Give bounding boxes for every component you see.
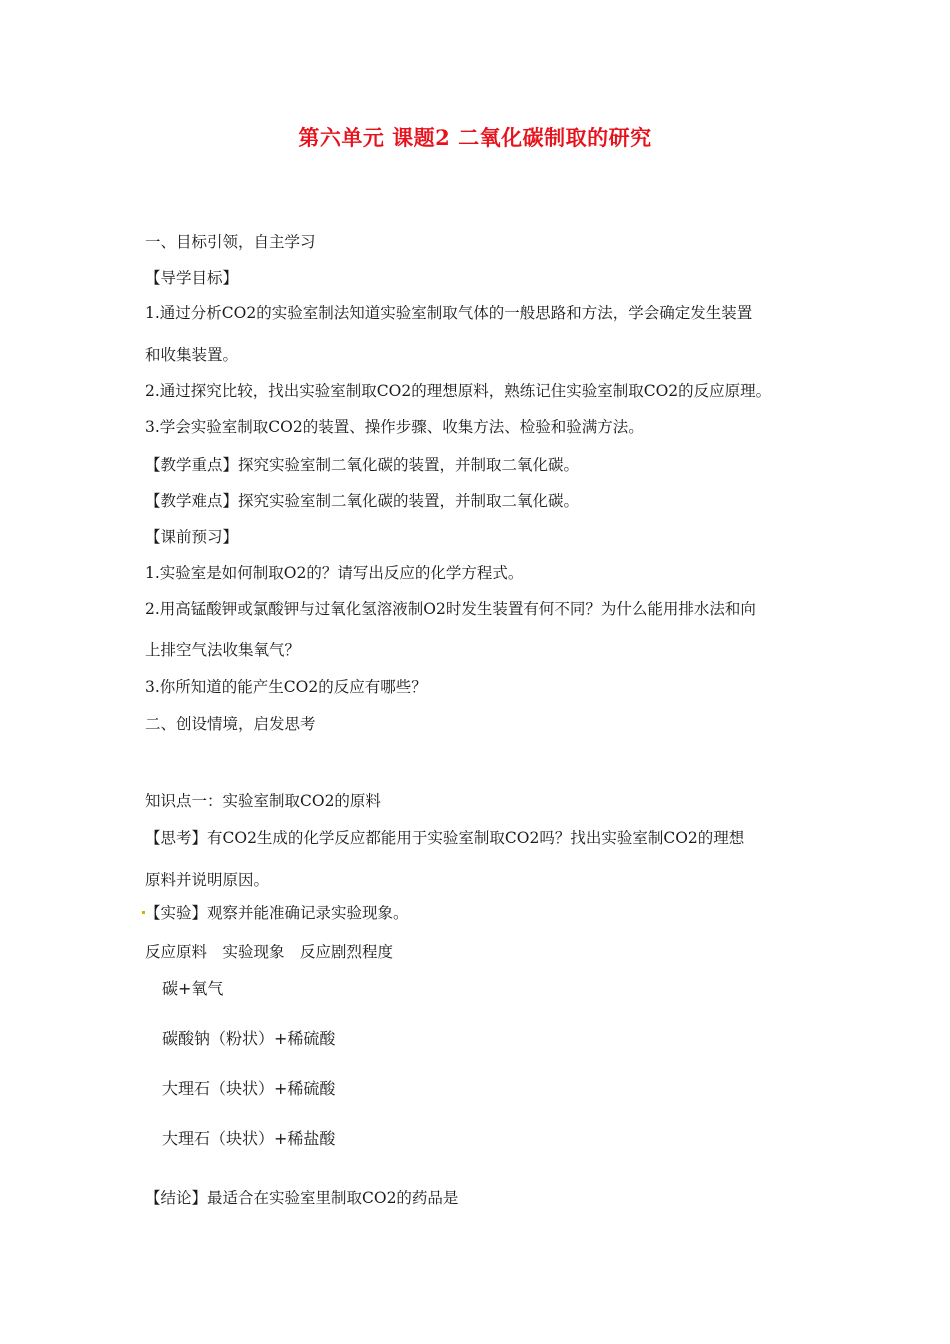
document-title: 第六单元 课题2 二氧化碳制取的研究	[298, 125, 652, 150]
knowledge-point-1: 知识点一：实验室制取CO2的原料	[145, 792, 381, 810]
preview-question-1: 1.实验室是如何制取O2的？请写出反应的化学方程式。	[145, 564, 524, 582]
conclusion-line: 【结论】最适合在实验室里制取CO2的药品是	[145, 1189, 459, 1207]
teaching-focus: 【教学重点】探究实验室制二氧化碳的装置，并制取二氧化碳。	[145, 456, 580, 474]
think-line-2: 原料并说明原因。	[145, 871, 270, 889]
section-heading-1: 一、目标引领，自主学习	[145, 233, 316, 251]
goal-1-line-2: 和收集装置。	[145, 346, 239, 364]
preview-heading: 【课前预习】	[145, 528, 239, 546]
material-row-3: 大理石（块状）+稀硫酸	[162, 1079, 336, 1098]
goal-2: 2.通过探究比较，找出实验室制取CO2的理想原料，熟练记住实验室制取CO2的反应原理。	[145, 382, 772, 400]
experiment-table-header: 反应原料 实验现象 反应剧烈程度	[145, 943, 394, 961]
think-line-1: 【思考】有CO2生成的化学反应都能用于实验室制取CO2吗？找出实验室制CO2的理想	[145, 829, 745, 847]
goal-3: 3.学会实验室制取CO2的装置、操作步骤、收集方法、检验和验满方法。	[145, 418, 644, 436]
section-heading-2: 二、创设情境，启发思考	[145, 715, 316, 733]
experiment-instruction: 【实验】观察并能准确记录实验现象。	[145, 904, 409, 922]
goal-1-line-1: 1.通过分析CO2的实验室制法知道实验室制取气体的一般思路和方法，学会确定发生装置	[145, 304, 753, 322]
preview-question-3: 3.你所知道的能产生CO2的反应有哪些？	[145, 678, 427, 696]
material-row-4: 大理石（块状）+稀盐酸	[162, 1129, 336, 1148]
preview-question-2-line-1: 2.用高锰酸钾或氯酸钾与过氧化氢溶液制O2时发生装置有何不同？为什么能用排水法和向	[145, 600, 756, 618]
material-row-2: 碳酸钠（粉状）+稀硫酸	[162, 1029, 336, 1048]
material-row-1: 碳+氧气	[162, 979, 224, 998]
teaching-difficulty: 【教学难点】探究实验室制二氧化碳的装置，并制取二氧化碳。	[145, 492, 580, 510]
preview-question-2-line-2: 上排空气法收集氧气？	[145, 641, 301, 659]
guide-goals-heading: 【导学目标】	[145, 269, 239, 287]
